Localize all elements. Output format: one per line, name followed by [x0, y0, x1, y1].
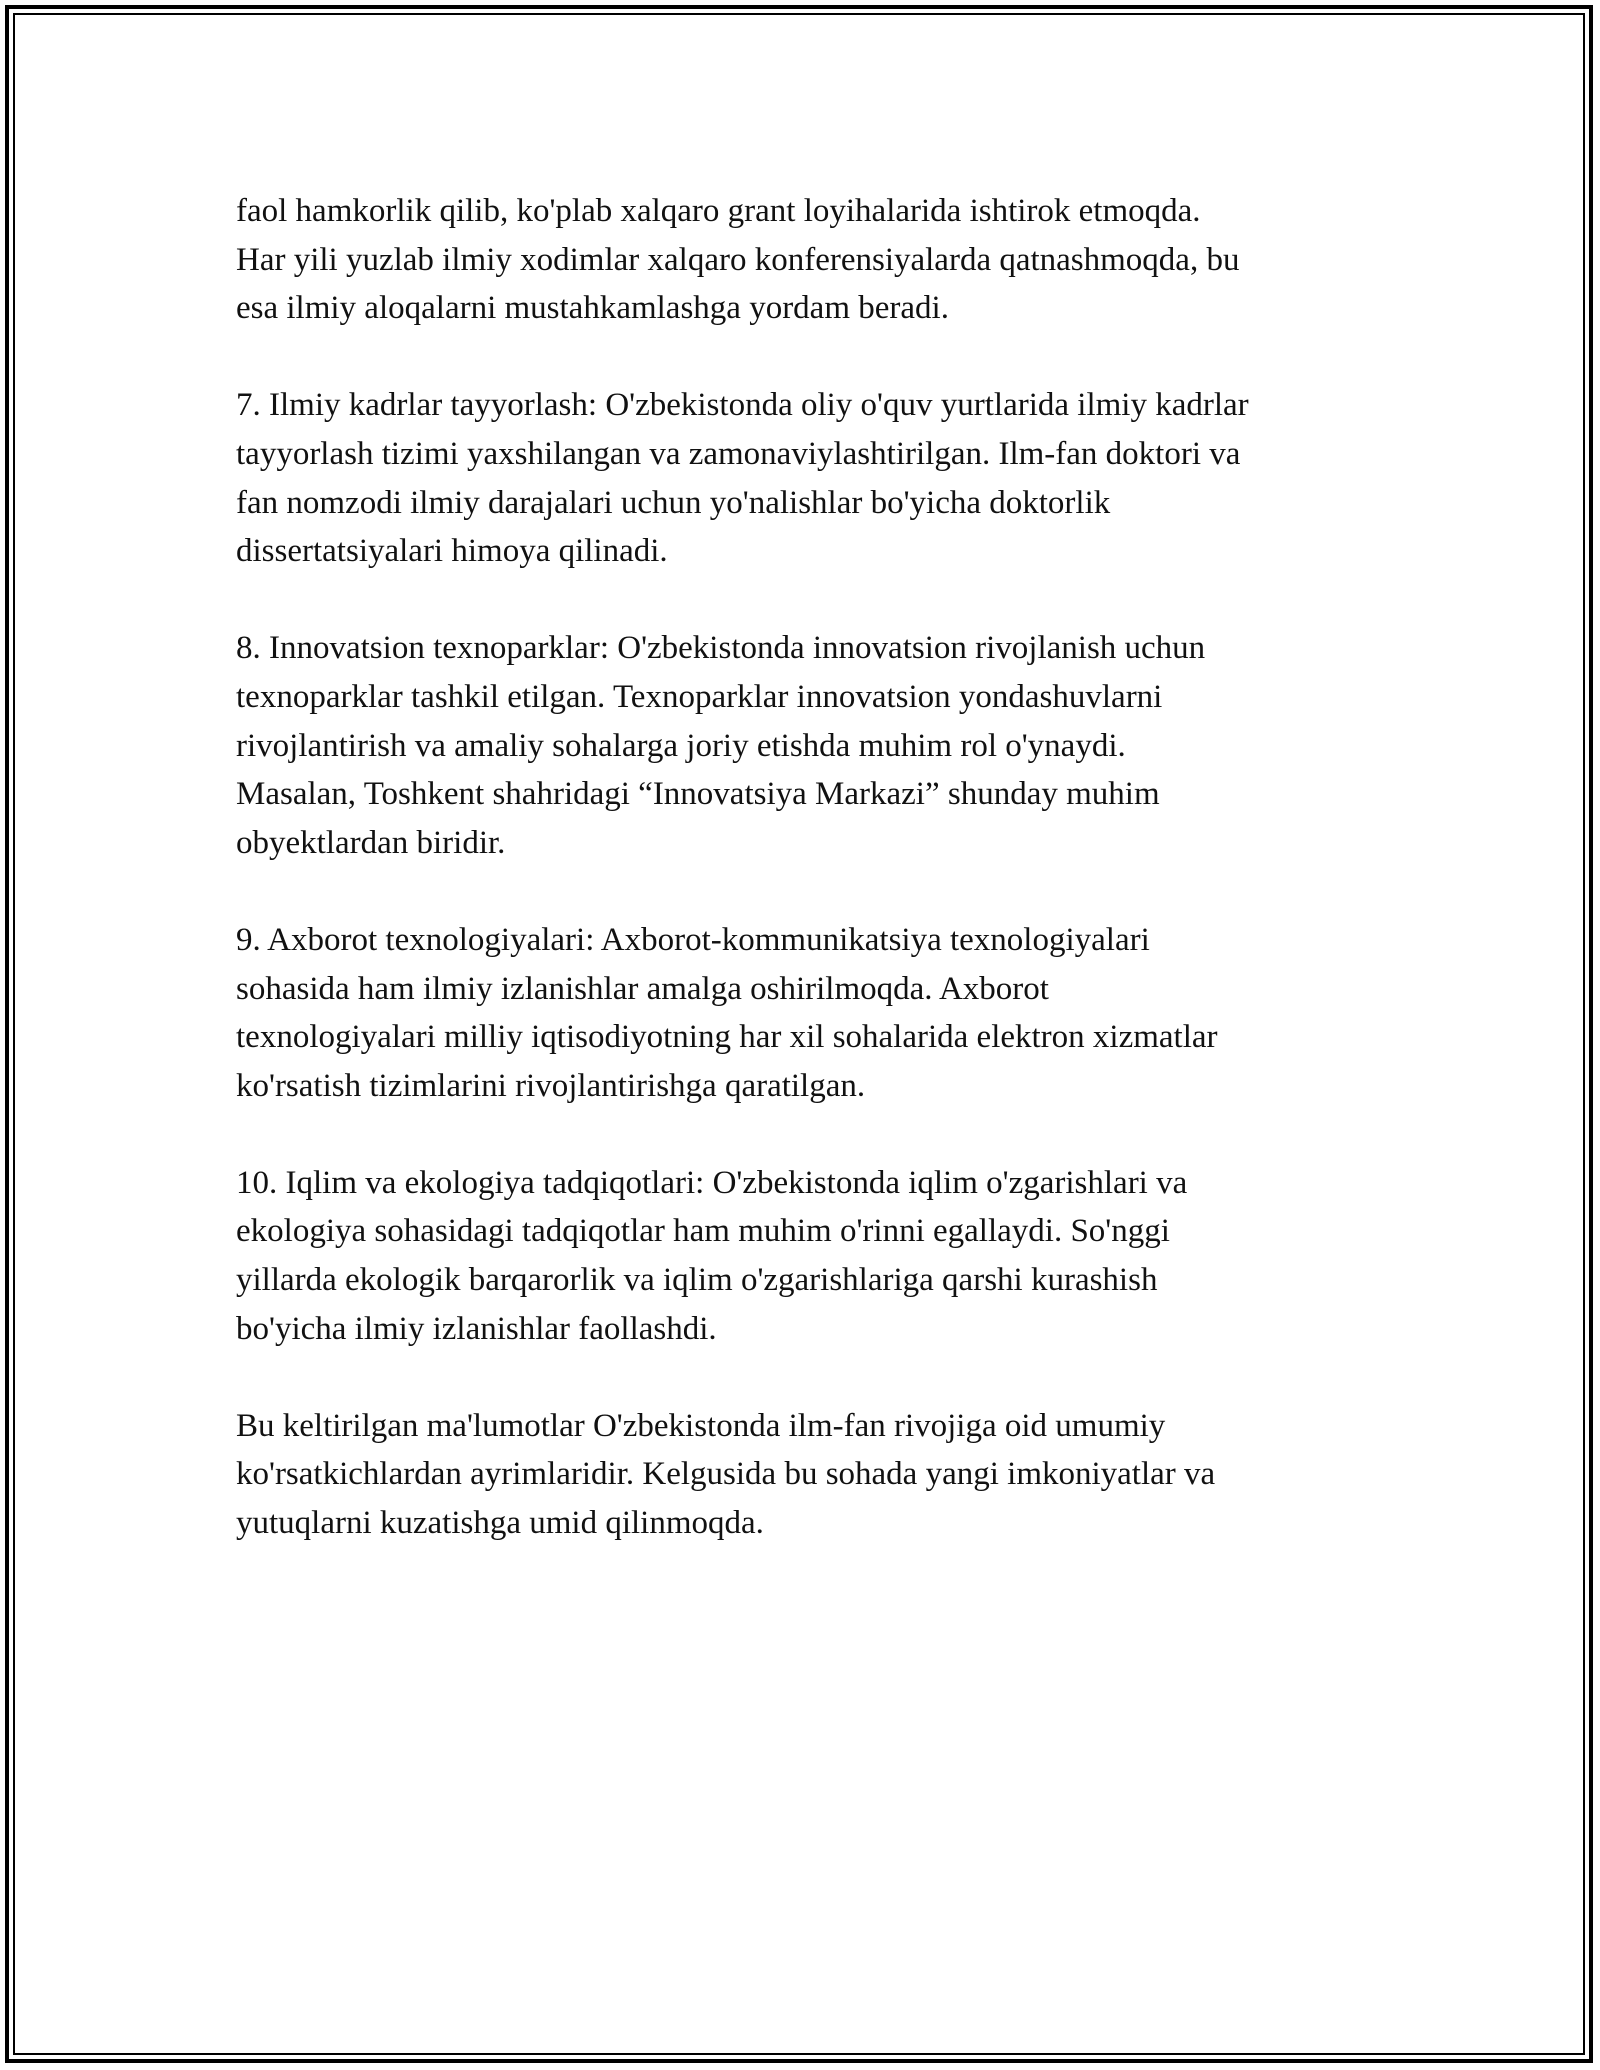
paragraph-conclusion: Bu keltirilgan ma'lumotlar O'zbekistonda ilm-fan rivojiga oid umumiy ko'rsatkichlardan ayrimlaridir. Kelgusida bu sohada yangi imkoniyatlar va yutuqlarni kuzatishga umid qilinmoqda.: [236, 1407, 1216, 1542]
paragraph-axborot-texnologiyalari: 9. Axborot texnologiyalari: Axborot-kommunikatsiya texnologiyalari sohasida ham ilmiy izlanishlar amalga oshirilmoqda. Axborot texnologiyalari milliy iqtisodiyotning har xil sohalarida elektron xizmatlar ko'rsatish tizimlarini rivojlantirishga qaratilgan.: [236, 921, 1218, 1104]
paragraph-iqlim-ekologiya: 10. Iqlim va ekologiya tadqiqotlari: O'zbekistonda iqlim o'zgarishlari va ekologiya sohasidagi tadqiqotlar ham muhim o'rinni egallaydi. So'nggi yillarda ekologik barqarorlik va iqlim o'zgarishlariga qarshi kurashish bo'yicha ilmiy izlanishlar faollashdi.: [236, 1164, 1188, 1347]
document-body: [236, 187, 1396, 1596]
paragraph-ilmiy-kadrlar: 7. Ilmiy kadrlar tayyorlash: O'zbekistonda oliy o'quv yurtlarida ilmiy kadrlar tayyorlash tizimi yaxshilangan va zamonaviylashtirilgan. Ilm-fan doktori va fan nomzodi ilmiy darajalari uchun yo'nalishlar bo'yicha doktorlik dissertatsiyalari himoya qilinadi.: [236, 387, 1249, 570]
paragraph-continuation: faol hamkorlik qilib, ko'plab xalqaro grant loyihalarida ishtirok etmoqda. Har yili yuzlab ilmiy xodimlar xalqaro konferensiyalarda qatnashmoqda, bu esa ilmiy aloqalarni mustahkamlashga yordam beradi.: [236, 193, 1240, 327]
paragraph-innovatsion-texnoparklar: 8. Innovatsion texnoparklar: O'zbekistonda innovatsion rivojlanish uchun texnoparklar tashkil etilgan. Texnoparklar innovatsion yondashuvlarni rivojlantirish va amaliy sohalarga joriy etishda muhim rol o'ynaydi. Masalan, Toshkent shahridagi “Innovatsiya Markazi” shunday muhim obyektlardan biridir.: [236, 630, 1206, 861]
